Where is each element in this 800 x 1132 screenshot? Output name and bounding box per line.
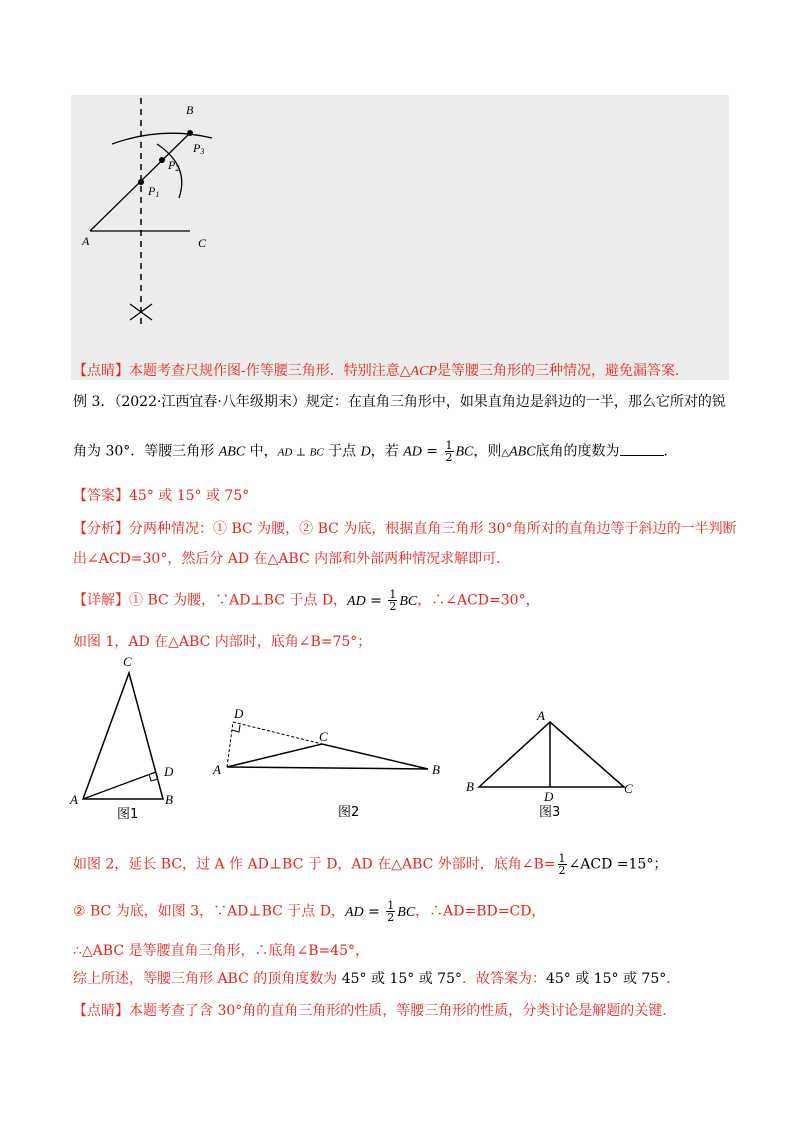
figure-3 bbox=[466, 708, 633, 820]
figure-1 bbox=[69, 654, 174, 822]
example-line-2: 角为 30°．等腰三角形 ABC 中，AD ⊥ BC 于点 D，若 AD = $\frac{1}{2}$ BC，则△ABC底角的度数为 ． bbox=[73, 439, 678, 464]
analysis-line-1: 【分析】分两种情况：① BC 为腰，② BC 为底，根据直角三角形 30°角所对的直角边等于斜边的一半判断 bbox=[73, 521, 737, 537]
svg-text:A: A bbox=[537, 708, 545, 723]
svg-text:图2: 图2 bbox=[338, 805, 360, 820]
label-p3: P3 bbox=[193, 141, 205, 156]
answer-line: 【答案】45° 或 15° 或 75° bbox=[73, 488, 250, 504]
label-b: B bbox=[186, 103, 194, 117]
svg-text:D: D bbox=[544, 789, 554, 804]
example-line-1: 例 3．（2022·江西宜春·八年级期末）规定：在直角三角形中，如果直角边是斜边的一半，那么它所对的锐 bbox=[73, 394, 726, 410]
svg-text:D: D bbox=[234, 706, 244, 721]
detail-line-2: 如图 1，AD 在△ABC 内部时，底角∠B=75°； bbox=[73, 634, 372, 650]
svg-text:图1: 图1 bbox=[117, 807, 139, 822]
label-p2: P2 bbox=[168, 158, 180, 173]
svg-text:A: A bbox=[70, 792, 78, 807]
figure-2 bbox=[212, 706, 440, 820]
analysis-line-2: 出∠ACD=30°，然后分 AD 在△ABC 内部和外部两种情况求解即可． bbox=[73, 551, 511, 567]
construction-figure bbox=[72, 96, 232, 336]
dianjing-1: 【点睛】本题考查尺规作图-作等腰三角形．特别注意△ACP是等腰三角形的三种情况，避免漏答案． bbox=[73, 363, 689, 379]
svg-text:C: C bbox=[624, 781, 633, 796]
svg-text:B: B bbox=[165, 792, 173, 807]
detail-line-3: 如图 2，延长 BC，过 A 作 AD⊥BC 于 D，AD 在△ABC 外部时，底角∠B= $\frac{1}{2}$ ∠ACD =15°； bbox=[73, 852, 668, 877]
svg-text:C: C bbox=[319, 729, 328, 744]
svg-text:B: B bbox=[432, 762, 440, 777]
label-p1: P1 bbox=[148, 184, 160, 199]
svg-text:D: D bbox=[164, 764, 174, 779]
detail-line-4: ② BC 为底，如图 3，∵AD⊥BC 于点 D，AD = $\frac{1}{2}$ BC，∴AD=BD=CD， bbox=[73, 899, 546, 924]
label-c: C bbox=[198, 236, 207, 250]
svg-text:B: B bbox=[466, 779, 474, 794]
svg-text:图3: 图3 bbox=[539, 805, 561, 820]
dianjing-2: 【点睛】本题考查了含 30°角的直角三角形的性质，等腰三角形的性质，分类讨论是解题的关键． bbox=[73, 1003, 677, 1019]
figures-row bbox=[60, 650, 700, 825]
detail-line-1: 【详解】① BC 为腰，∵AD⊥BC 于点 D，AD = $\frac{1}{2}$ BC，∴∠ACD=30°， bbox=[73, 588, 540, 613]
answer-blank bbox=[620, 443, 664, 456]
point-p2 bbox=[159, 157, 165, 163]
detail-line-6: 综上所述，等腰三角形 ABC 的顶角度数为 45° 或 15° 或 75°．故答案为：45° 或 15° 或 75°． bbox=[73, 971, 681, 987]
svg-text:C: C bbox=[123, 654, 132, 669]
label-a: A bbox=[82, 234, 90, 248]
detail-line-5: ∴△ABC 是等腰直角三角形，∴底角∠B=45°， bbox=[73, 943, 370, 959]
fraction-half: $\frac{1}{2}$ bbox=[445, 439, 453, 464]
point-b bbox=[187, 130, 193, 136]
svg-text:A: A bbox=[213, 762, 221, 777]
point-p1 bbox=[138, 179, 144, 185]
